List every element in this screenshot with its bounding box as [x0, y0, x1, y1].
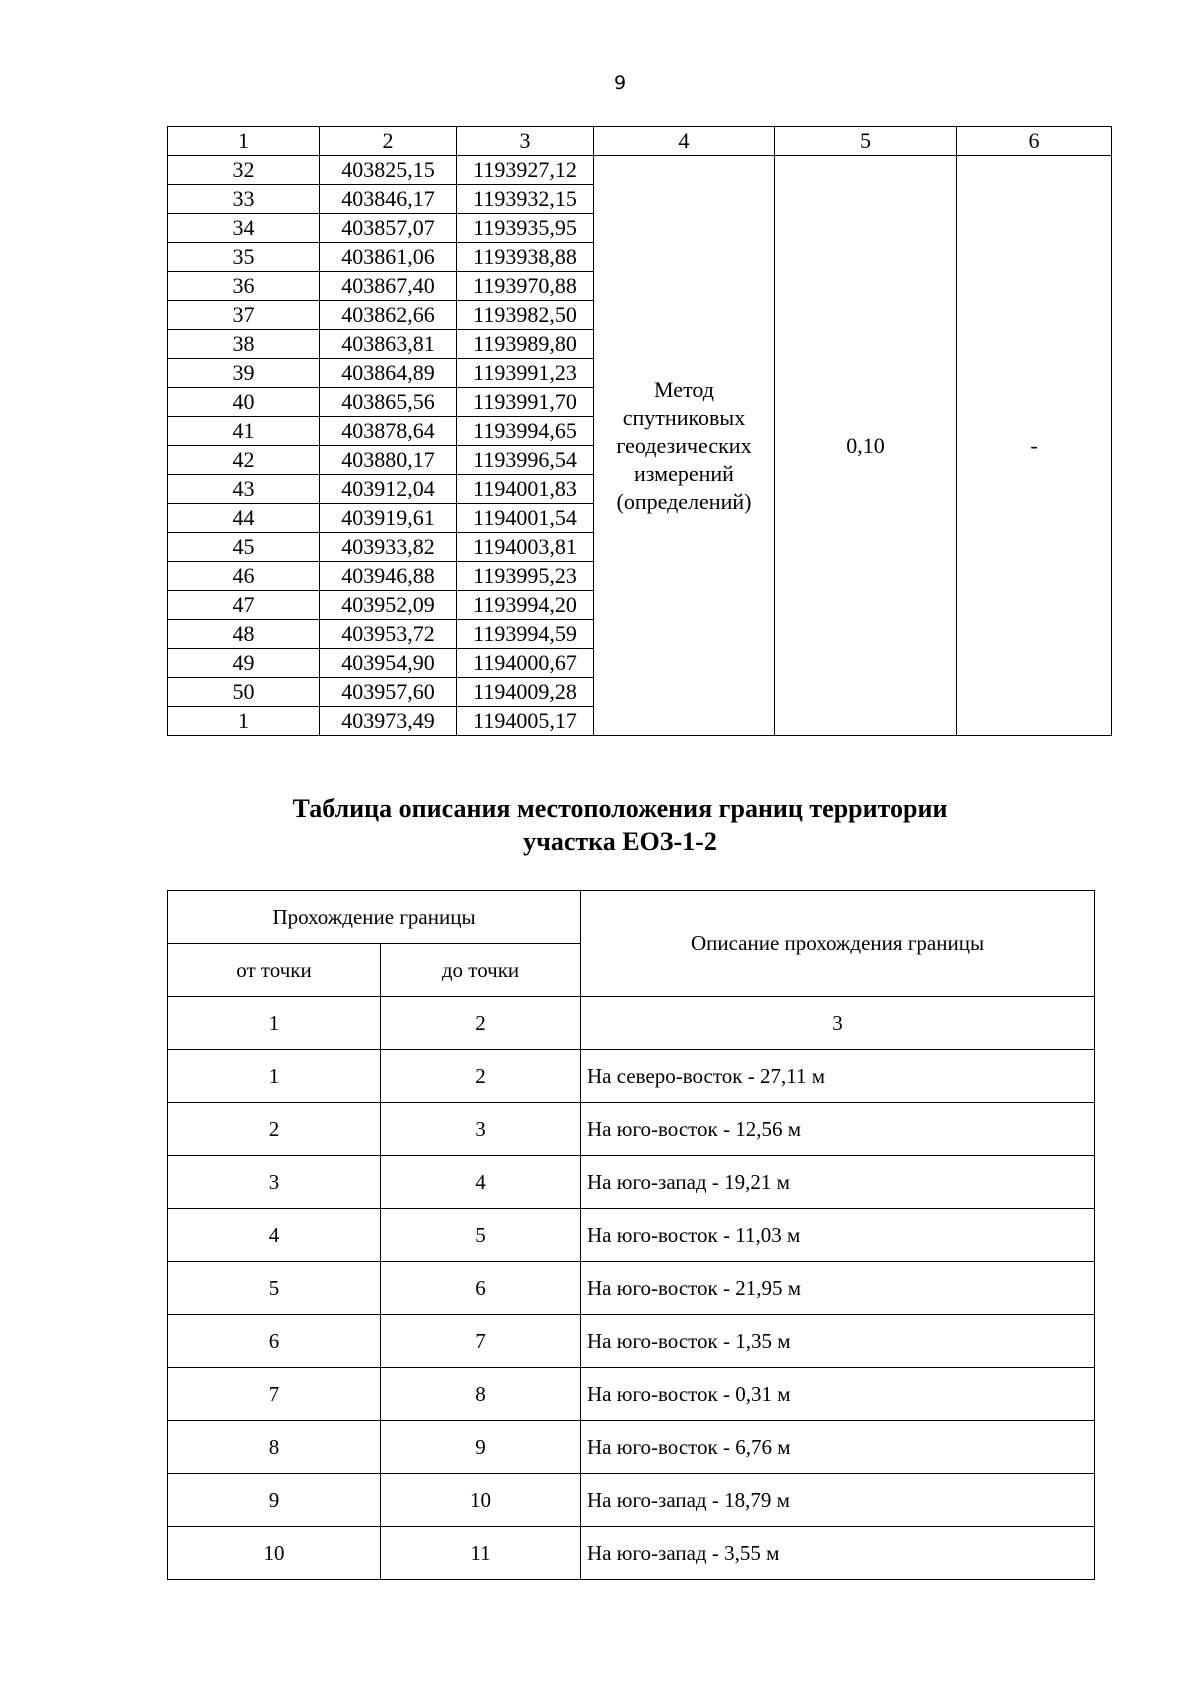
description-header-cell: Описание прохождения границы [581, 891, 1095, 997]
from-point-header-cell: от точки [168, 944, 381, 997]
from-point-cell: 10 [168, 1527, 381, 1580]
point-number-cell: 33 [168, 185, 320, 214]
method-line: измерений [634, 460, 734, 486]
method-cell [594, 156, 775, 736]
from-point-cell: 1 [168, 1050, 381, 1103]
point-number-cell: 38 [168, 330, 320, 359]
description-cell: На юго-восток - 21,95 м [581, 1262, 1095, 1315]
y-coordinate-cell: 1193994,65 [457, 417, 594, 446]
method-line: Метод [654, 376, 714, 402]
description-cell: На юго-запад - 18,79 м [581, 1474, 1095, 1527]
boundary-row [168, 1474, 1095, 1527]
point-number-cell: 44 [168, 504, 320, 533]
x-coordinate-cell: 403954,90 [320, 649, 457, 678]
coordinates-table [167, 126, 1112, 736]
description-cell: На юго-запад - 19,21 м [581, 1156, 1095, 1209]
point-number-cell: 32 [168, 156, 320, 185]
x-coordinate-cell: 403862,66 [320, 301, 457, 330]
x-coordinate-cell: 403953,72 [320, 620, 457, 649]
boundary-row [168, 1156, 1095, 1209]
point-number-cell: 36 [168, 272, 320, 301]
y-coordinate-cell: 1193989,80 [457, 330, 594, 359]
method-line: геодезических [616, 432, 752, 458]
from-point-cell: 4 [168, 1209, 381, 1262]
to-point-cell: 2 [381, 1050, 581, 1103]
to-point-cell: 6 [381, 1262, 581, 1315]
x-coordinate-cell: 403857,07 [320, 214, 457, 243]
boundary-row [168, 1262, 1095, 1315]
column-6-cell: - [957, 156, 1112, 736]
section-title-line-1: Таблица описания местоположения границ территории [292, 794, 948, 823]
coord-header-cell: 2 [320, 127, 457, 156]
y-coordinate-cell: 1194005,17 [457, 707, 594, 736]
y-coordinate-cell: 1193982,50 [457, 301, 594, 330]
y-coordinate-cell: 1193970,88 [457, 272, 594, 301]
boundary-row [168, 1527, 1095, 1580]
boundary-row [168, 1209, 1095, 1262]
y-coordinate-cell: 1194001,54 [457, 504, 594, 533]
y-coordinate-cell: 1193994,20 [457, 591, 594, 620]
y-coordinate-cell: 1193995,23 [457, 562, 594, 591]
page-number: 9 [613, 72, 627, 94]
point-number-cell: 35 [168, 243, 320, 272]
point-number-cell: 39 [168, 359, 320, 388]
numbering-cell: 3 [581, 997, 1095, 1050]
coord-header-cell: 5 [775, 127, 957, 156]
point-number-cell: 42 [168, 446, 320, 475]
from-point-cell: 9 [168, 1474, 381, 1527]
from-point-cell: 5 [168, 1262, 381, 1315]
x-coordinate-cell: 403825,15 [320, 156, 457, 185]
coord-header-cell: 6 [957, 127, 1112, 156]
numbering-cell: 1 [168, 997, 381, 1050]
method-line: (определений) [616, 488, 752, 514]
point-number-cell: 34 [168, 214, 320, 243]
coord-header-cell: 4 [594, 127, 775, 156]
point-number-cell: 45 [168, 533, 320, 562]
to-point-cell: 3 [381, 1103, 581, 1156]
point-number-cell: 49 [168, 649, 320, 678]
section-title-line-2: участка ЕОЗ-1-2 [523, 827, 717, 856]
y-coordinate-cell: 1193991,70 [457, 388, 594, 417]
point-number-cell: 40 [168, 388, 320, 417]
boundary-numbering-row [168, 997, 1095, 1050]
group-header-cell: Прохождение границы [168, 891, 581, 944]
coord-row [168, 156, 1112, 185]
description-cell: На юго-восток - 11,03 м [581, 1209, 1095, 1262]
description-cell: На юго-восток - 6,76 м [581, 1421, 1095, 1474]
accuracy-cell: 0,10 [775, 156, 957, 736]
y-coordinate-cell: 1193991,23 [457, 359, 594, 388]
boundary-row [168, 1421, 1095, 1474]
coord-header-cell: 1 [168, 127, 320, 156]
to-point-cell: 10 [381, 1474, 581, 1527]
y-coordinate-cell: 1193927,12 [457, 156, 594, 185]
y-coordinate-cell: 1194009,28 [457, 678, 594, 707]
section-title [0, 792, 1200, 858]
x-coordinate-cell: 403863,81 [320, 330, 457, 359]
description-cell: На юго-запад - 3,55 м [581, 1527, 1095, 1580]
x-coordinate-cell: 403846,17 [320, 185, 457, 214]
x-coordinate-cell: 403946,88 [320, 562, 457, 591]
point-number-cell: 46 [168, 562, 320, 591]
to-point-cell: 8 [381, 1368, 581, 1421]
point-number-cell: 1 [168, 707, 320, 736]
y-coordinate-cell: 1193994,59 [457, 620, 594, 649]
to-point-cell: 9 [381, 1421, 581, 1474]
from-point-cell: 8 [168, 1421, 381, 1474]
y-coordinate-cell: 1194001,83 [457, 475, 594, 504]
x-coordinate-cell: 403864,89 [320, 359, 457, 388]
point-number-cell: 43 [168, 475, 320, 504]
boundary-row [168, 1368, 1095, 1421]
from-point-cell: 7 [168, 1368, 381, 1421]
x-coordinate-cell: 403919,61 [320, 504, 457, 533]
from-point-cell: 3 [168, 1156, 381, 1209]
to-point-cell: 5 [381, 1209, 581, 1262]
from-point-cell: 6 [168, 1315, 381, 1368]
point-number-cell: 48 [168, 620, 320, 649]
description-cell: На юго-восток - 12,56 м [581, 1103, 1095, 1156]
boundary-row [168, 1315, 1095, 1368]
description-cell: На юго-восток - 1,35 м [581, 1315, 1095, 1368]
x-coordinate-cell: 403952,09 [320, 591, 457, 620]
x-coordinate-cell: 403933,82 [320, 533, 457, 562]
y-coordinate-cell: 1193935,95 [457, 214, 594, 243]
boundary-row [168, 1103, 1095, 1156]
to-point-cell: 7 [381, 1315, 581, 1368]
y-coordinate-cell: 1193932,15 [457, 185, 594, 214]
boundary-description-table [167, 890, 1095, 1580]
x-coordinate-cell: 403867,40 [320, 272, 457, 301]
boundary-row [168, 1050, 1095, 1103]
description-cell: На северо-восток - 27,11 м [581, 1050, 1095, 1103]
y-coordinate-cell: 1194003,81 [457, 533, 594, 562]
x-coordinate-cell: 403878,64 [320, 417, 457, 446]
description-cell: На юго-восток - 0,31 м [581, 1368, 1095, 1421]
coord-header-cell: 3 [457, 127, 594, 156]
x-coordinate-cell: 403957,60 [320, 678, 457, 707]
x-coordinate-cell: 403973,49 [320, 707, 457, 736]
x-coordinate-cell: 403880,17 [320, 446, 457, 475]
numbering-cell: 2 [381, 997, 581, 1050]
to-point-cell: 4 [381, 1156, 581, 1209]
x-coordinate-cell: 403861,06 [320, 243, 457, 272]
y-coordinate-cell: 1194000,67 [457, 649, 594, 678]
y-coordinate-cell: 1193938,88 [457, 243, 594, 272]
method-line: спутниковых [622, 404, 746, 430]
coord-header-row [168, 127, 1112, 156]
x-coordinate-cell: 403912,04 [320, 475, 457, 504]
y-coordinate-cell: 1193996,54 [457, 446, 594, 475]
from-point-cell: 2 [168, 1103, 381, 1156]
to-point-header-cell: до точки [381, 944, 581, 997]
point-number-cell: 37 [168, 301, 320, 330]
x-coordinate-cell: 403865,56 [320, 388, 457, 417]
point-number-cell: 41 [168, 417, 320, 446]
to-point-cell: 11 [381, 1527, 581, 1580]
point-number-cell: 47 [168, 591, 320, 620]
boundary-header-row-1 [168, 891, 1095, 944]
point-number-cell: 50 [168, 678, 320, 707]
